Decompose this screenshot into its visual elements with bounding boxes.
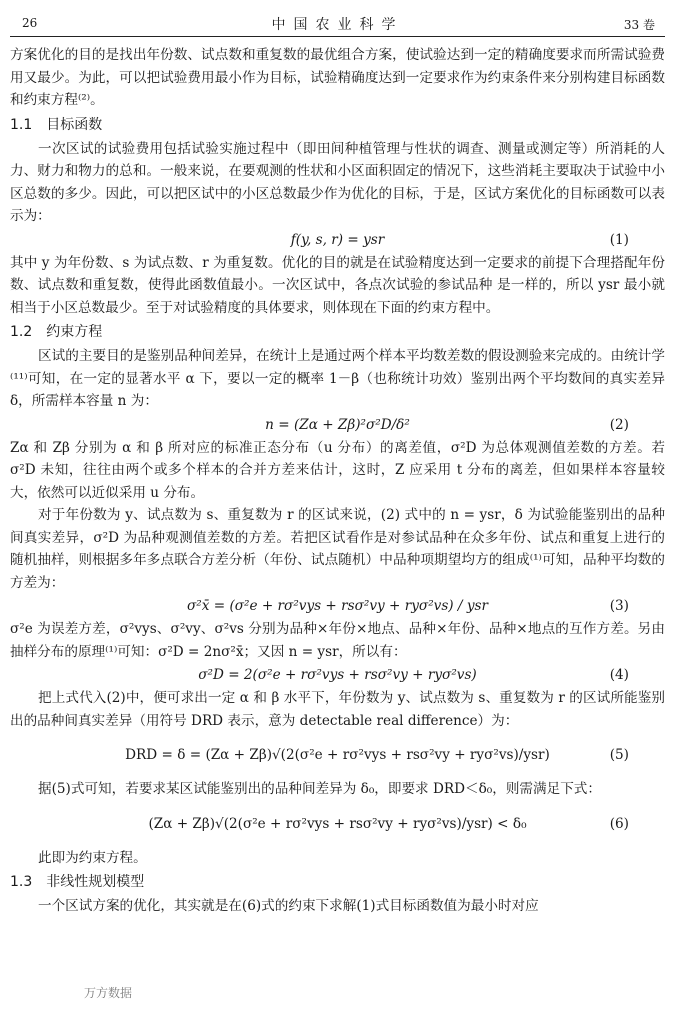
watermark: 万方数据: [84, 986, 133, 1000]
section-heading: 1.1 目标函数: [10, 116, 103, 133]
paragraph: 一次区试的试验费用包括试验实施过程中（即田间种植管理与性状的调查、测量或测定等）所消耗的人力、财力和物力的总和。一般来说，在要观测的性状和小区面积固定的情况下，这些消耗主要取决于试验中小区总数的多少。因此，可以把区试中的小区总数最少作为优化的目标，于是，区试方案优化的目标函数可以表示为：: [10, 140, 665, 224]
paragraph: Zα 和 Zβ 分别为 α 和 β 所对应的标准正态分布（u 分布）的离差值，σ²D 为总体观测值差数的方差。若 σ²D 未知，往往由两个或多个样本的合并方差来估计，这时，Z 应采用 t 分布的离差，但如果样本容量较大，依然可以近似采用 u 分布。: [10, 439, 665, 501]
section-heading: 1.3 非线性规划模型: [10, 874, 145, 890]
equation: σ²x̄ = (σ²e + rσ²vys + rsσ²vy + ryσ²vs) / ysr (3): [187, 598, 629, 614]
equation: σ²D = 2(σ²e + rσ²vys + rsσ²vy + ryσ²vs) (4): [198, 667, 629, 683]
paragraph: 方案优化的目的是找出年份数、试点数和重复数的最优组合方案，使试验达到一定的精确度要求而所需试验费用又最少。为此，可以把试验费用最小作为目标，试验精确度达到一定要求作为约束条件来分别构建目标函数和约束方程⁽²⁾。: [10, 47, 665, 108]
running-header: [10, 14, 665, 37]
page-number: 26: [22, 16, 38, 30]
body-text: [10, 44, 665, 918]
section-heading: 1.2 约束方程: [10, 324, 103, 340]
journal-title: 中国农业科学: [271, 17, 404, 33]
paragraph: 其中 y 为年份数、s 为试点数、r 为重复数。优化的目的就是在试验精度达到一定要求的前提下合理搭配年份数、试点数和重复数，使得此函数值最小。一次区试中，各点次试验的参试品种 是一样的，所以 ysr 最小就相当于小区总数最少。至于对试验精度的具体要求，则体现在下面的约束方程中。: [10, 254, 665, 316]
equation: (Zα + Zβ)√(2(σ²e + rσ²vys + rsσ²vy + ryσ²vs)/ysr) < δ₀ (6): [148, 815, 629, 832]
paragraph: σ²e 为误差方差，σ²vys、σ²vy、σ²vs 分别为品种×年份×地点、品种×年份、品种×地点的互作方差。另由抽样分布的原理⁽¹⁾可知：σ²D = 2nσ²x̄；又因 n = ysr，所以有：: [10, 621, 665, 660]
volume-label: 33 卷: [623, 18, 655, 32]
equation: DRD = δ = (Zα + Zβ)√(2(σ²e + rσ²vys + rsσ²vy + ryσ²vs)/ysr) (5): [125, 747, 629, 763]
equation: f(y, s, r) = ysr (1): [290, 231, 629, 248]
paragraph: 把上式代入(2)中，便可求出一定 α 和 β 水平下，年份数为 y、试点数为 s、重复数为 r 的区试所能鉴别出的品种间真实差异（用符号 DRD 表示，意为 detectable real difference）为：: [10, 690, 665, 729]
paragraph: 此即为约束方程。: [38, 849, 147, 866]
paragraph: 区试的主要目的是鉴别品种间差异，在统计上是通过两个样本平均数差数的假设测验来完成的。由统计学⁽¹¹⁾可知，在一定的显著水平 α 下，要以一定的概率 1－β（也称统计功效）鉴别出两个平均数间的真实差异 δ，所需样本容量 n 为：: [10, 348, 665, 409]
paragraph: 一个区试方案的优化，其实就是在(6)式的约束下求解(1)式目标函数值为最小时对应: [38, 898, 539, 914]
paragraph: 据(5)式可知，若要求某区试能鉴别出的品种间差异为 δ₀，即要求 DRD＜δ₀，则需满足下式：: [38, 781, 601, 797]
equation: n = (Zα + Zβ)²σ²D/δ² (2): [265, 416, 629, 433]
paragraph: 对于年份数为 y、试点数为 s、重复数为 r 的区试来说，(2) 式中的 n = ysr，δ 为试验能鉴别出的品种间真实差异，σ²D 为品种观测值差数的方差。若把区试看作是对参试品种在众多年份、试点和重复上进行的随机抽样，则根据多年多点联合方差分析（年份、试点随机）中品种项期望均方的组成⁽¹⁾可知，品种平均数的方差为：: [10, 507, 665, 591]
